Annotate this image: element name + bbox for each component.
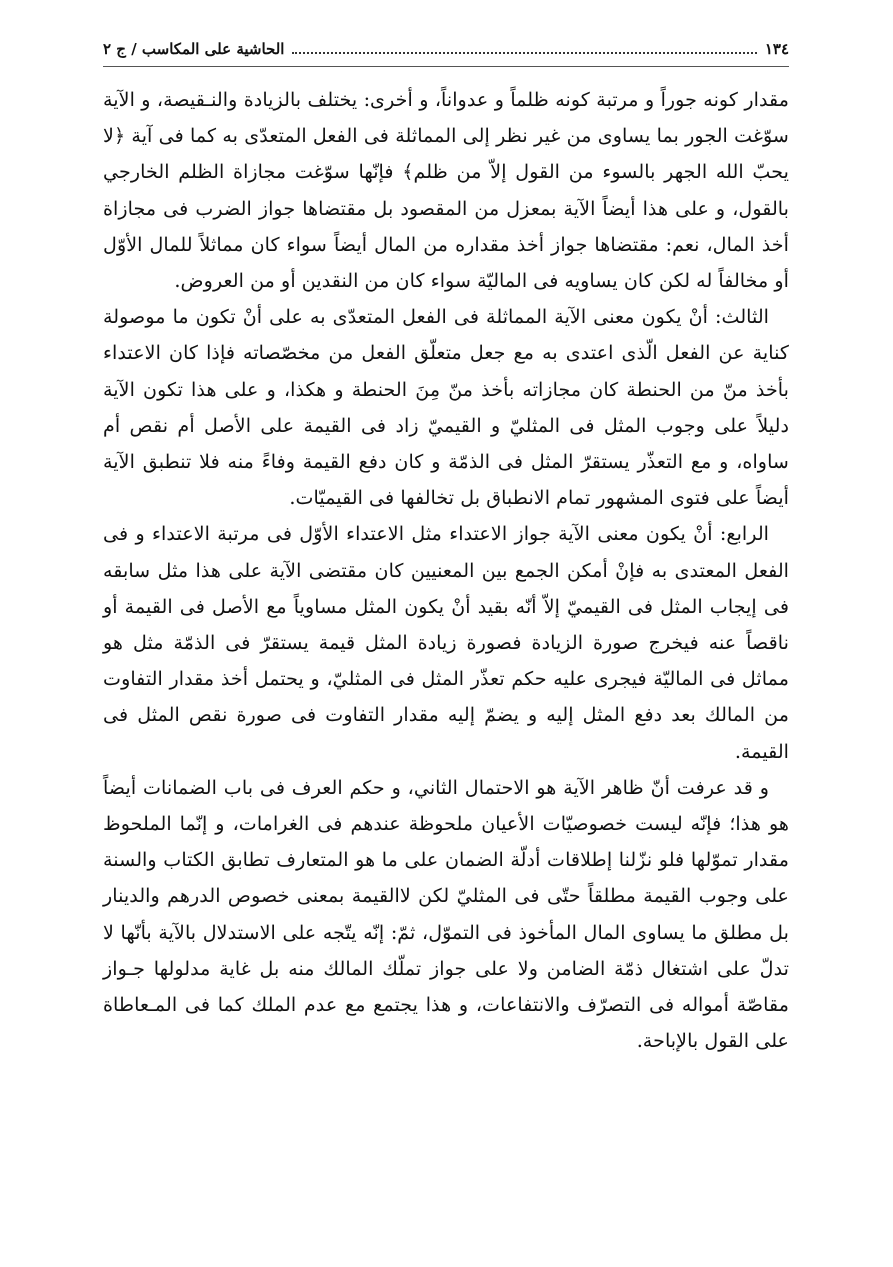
running-header	[103, 34, 789, 64]
page-body	[103, 82, 789, 1247]
page-number: ١٣٤	[764, 40, 789, 58]
header-leader-dots	[292, 52, 756, 54]
paragraph-fourth: الرابع: أنْ يكون معنى الآية جواز الاعتداء مثل الاعتداء الأوّل فى مرتبة الاعتداء و فى الفعل المعتدى به فإنْ أمكن الجمع بين المعنيين كان مقتضى الآية على هذا مثل سابقه فى إيجاب المثل فى القيميّ إلاّ أنّه بقيد أنْ يكون المثل مساوياً مع الأصل فى القيمة أو ناقصاً عنه فيخرج صورة الزيادة فصورة زيادة المثل قيمة يستقرّ فى الذمّة مثل هو مماثل فى الماليّة فيجرى عليه حكم تعذّر المثل فى المثليّ، و يحتمل أخذ مقدار التفاوت من المالك بعد دفع المثل إليه و يضمّ إليه مقدار التفاوت فى صورة نقص المثل فى القيمة.	[103, 522, 789, 763]
running-title: الحاشية على المكاسب / ج ٢	[103, 40, 285, 58]
paragraph-conclusion: و قد عرفت أنّ ظاهر الآية هو الاحتمال الثاني، و حكم العرف فى باب الضمانات أيضاً هو هذا؛ فإنّه ليست خصوصيّات الأعيان ملحوظة عندهم فى الغرامات، و إنّما الملحوظ مقدار تموّلها فلو نزّلنا إطلاقات أدلّة الضمان على ما هو المتعارف تطابق الكتاب والسنة على وجوب القيمة مطلقاً حتّى فى المثليّ لكن لاالقيمة بمعنى خصوص الدرهم والدينار بل مطلق ما يساوى المال المأخوذ فى التموّل، ثمّ: إنّه يتّجه على الاستدلال بالآية بأنّها لا تدلّ على اشتغال ذمّة الضامن ولا على جواز تملّك المالك منه بل غاية مدلولها جـواز مقاصّة أمواله فى التصرّف والانتفاعات، و هذا يجتمع مع عدم الملك كما فى المـعاطاة على القول بالإباحة.	[103, 775, 789, 1053]
paragraph-continuation: مقدار كونه جوراً و مرتبة كونه ظلماً و عدواناً، و أخرى: يختلف بالزيادة والنـقيصة، و الآية سوّغت الجور بما يساوى من غير نظر إلى المماثلة فى الفعل المتعدّى به كما فى آية ﴿لا يحبّ الله الجهر بالسوء من القول إلاّ من ظلم﴾ فإنّها سوّغت مجازاة الظلم الخارجي بالقول، و على هذا أيضاً الآية بمعزل من المقصود بل مقتضاها جواز الضرب فى مجازاة أخذ المال، نعم: مقتضاها جواز أخذ مقداره من المال أيضاً سواء كان مماثلاً للمال الأوّل أو مخالفاً له لكن كان يساويه فى الماليّة سواء كان من النقدين أو من العروض.	[103, 88, 789, 293]
header-rule	[103, 66, 789, 67]
paragraph-third: الثالث: أنْ يكون معنى الآية المماثلة فى الفعل المتعدّى به على أنْ تكون ما موصولة كناية عن الفعل الّذى اعتدى به مع جعل متعلّق الفعل من مخصّصاته فإذا كان الاعتداء بأخذ منّ من الحنطة كان مجازاته بأخذ منّ مِنَ الحنطة و هكذا، و على هذا تكون الآية دليلاً على وجوب المثل فى المثليّ و القيميّ زاد فى القيمة على الأصل أم نقص أم ساواه، و مع التعذّر يستقرّ المثل فى الذمّة و كان دفع القيمة وفاءً منه فلا تنطبق الآية أيضاً على فتوى المشهور تمام الانطباق بل تخالفها فى القيميّات.	[103, 305, 789, 510]
